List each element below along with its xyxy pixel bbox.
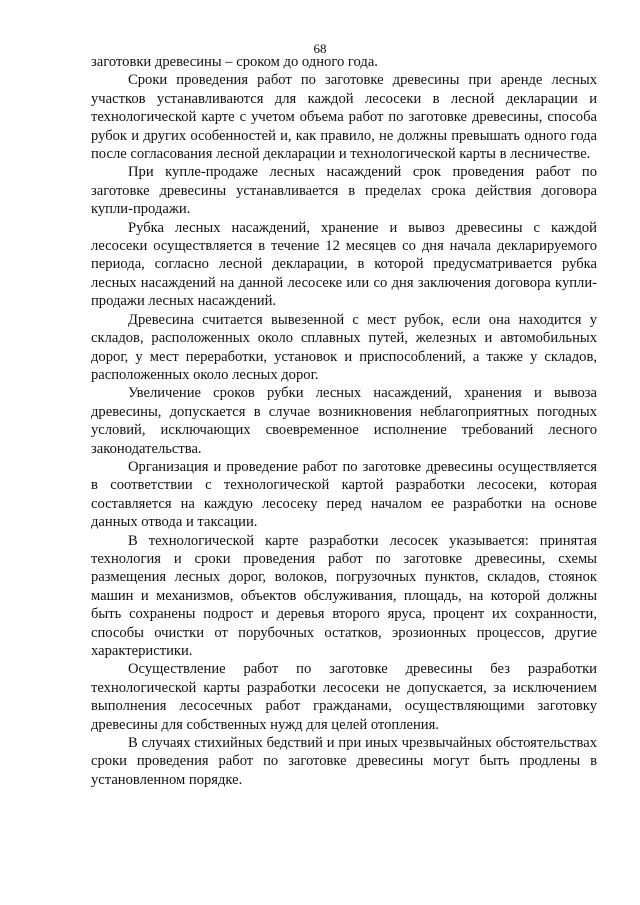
paragraph-sale-deadlines: При купле-продаже лесных насаждений срок проведения работ по заготовке древесины устанавливается в пределах срока действия договора купли-продажи.: [91, 164, 597, 218]
paragraph-technological-map: В технологической карте разработки лесосек указывается: принятая технология и сроки проведения работ по заготовке древесины, схемы размещения лесных дорог, волоков, погрузочных пунктов, складов, стоянок машин и механизмов, объектов обслуживания, площадь, на которой должны быть сохранены подрост и деревья второго яруса, процент их сохранности, способы очистки от порубочных остатков, эрозионных процессов, другие характеристики.: [91, 532, 597, 659]
paragraph-without-map: Осуществление работ по заготовке древесины без разработки технологической карты разработки лесосеки не допускается, за исключением выполнения лесосечных работ гражданами, осуществляющими заготовку древесины для собственных нужд для целей отопления.: [91, 661, 597, 733]
paragraph-continuation: заготовки древесины – сроком до одного года.: [91, 54, 378, 70]
page-number: 68: [313, 41, 327, 56]
paragraph-removed-timber: Древесина считается вывезенной с мест рубок, если она находится у складов, расположенных около сплавных путей, железных и автомобильных дорог, у мест переработки, установок и приспособлений, а также у складов, расположенных около лесных дорог.: [91, 311, 597, 383]
paragraph-emergencies: В случаях стихийных бедствий и при иных чрезвычайных обстоятельствах сроки проведения работ по заготовке древесины могут быть продлены в установленном порядке.: [91, 735, 597, 788]
paragraph-organization: Организация и проведение работ по заготовке древесины осуществляется в соответствии с технологической картой разработки лесосеки, которая составляется на каждую лесосеку перед началом ее разработки на основе данных отвода и таксации.: [91, 458, 597, 531]
paragraph-lease-deadlines: Сроки проведения работ по заготовке древесины при аренде лесных участков устанавливаются для каждой лесосеки в лесной декларации и технологической карте с учетом объема работ по заготовке древесины, способа рубок и других особенностей и, как правило, не должны превышать одного года после согласования лесной декларации и технологической карты в лесничестве.: [91, 72, 597, 163]
document-body: [91, 53, 597, 789]
paragraph-felling-period: Рубка лесных насаждений, хранение и вывоз древесины с каждой лесосеки осуществляется в течение 12 месяцев со дня начала декларируемого периода, согласно лесной декларации, в которой предусматривается рубка лесных насаждений на данной лесосеке или со дня заключения договора купли-продажи лесных насаждений.: [91, 219, 597, 310]
paragraph-extension-weather: Увеличение сроков рубки лесных насаждений, хранения и вывоза древесины, допускается в случае возникновения неблагоприятных погодных условий, исключающих своевременное исполнение требований лесного законодательства.: [91, 385, 597, 457]
